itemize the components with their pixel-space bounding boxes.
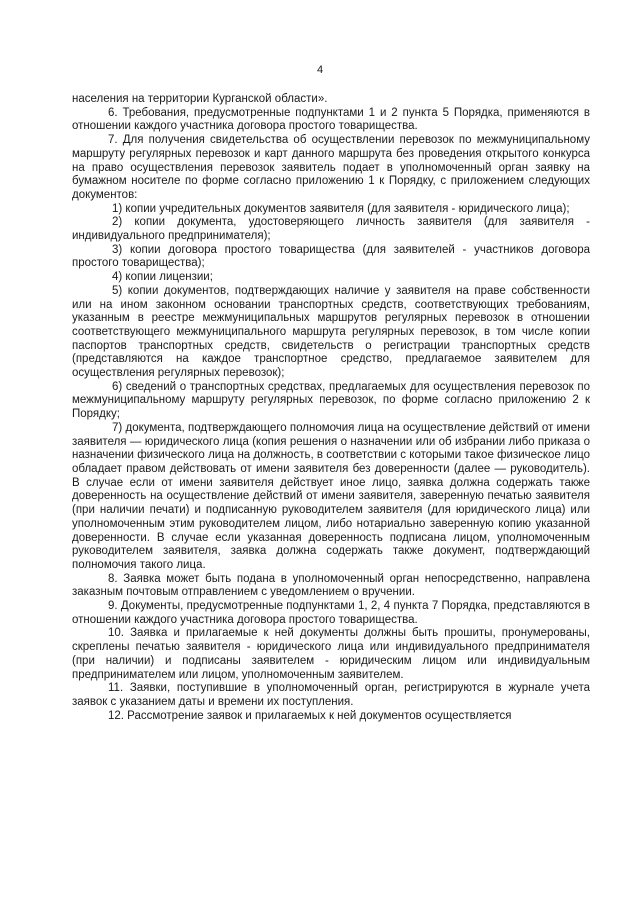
subparagraph-7-6: 6) сведений о транспортных средствах, предлагаемых для осуществления перевозок по межмуниципальному маршруту регулярных перевозок, по форме согласно приложению 2 к Порядку;: [72, 380, 590, 421]
paragraph-8: 8. Заявка может быть подана в уполномоченный орган непосредственно, направлена заказным почтовым отправлением с уведомлением о вручении.: [72, 572, 590, 599]
paragraph-6: 6. Требования, предусмотренные подпунктами 1 и 2 пункта 5 Порядка, применяются в отношении каждого участника договора простого товарищества.: [72, 106, 590, 133]
subparagraph-7-5: 5) копии документов, подтверждающих наличие у заявителя на праве собственности или на ином законном основании транспортных средств, соответствующих требованиям, указанным в реестре межмуниципальных маршрутов регулярных перевозок в отношении соответствующего межмуниципального маршрута регулярных перевозок, в том числе копии паспортов транспортных средств, свидетельств о регистрации транспортных средств (представляются на каждое транспортное средство, предлагаемое заявителем для осуществления регулярных перевозок);: [72, 284, 590, 380]
subparagraph-7-4: 4) копии лицензии;: [112, 271, 213, 284]
subparagraph-7-3: 3) копии договора простого товарищества (для заявителей - участников договора простого товарищества);: [72, 243, 590, 270]
subparagraph-7-7: 7) документа, подтверждающего полномочия лица на осуществление действий от имени заявителя — юридического лица (копия решения о назначении или об избрании либо приказа о назначении физического лица на должность, в соответствии с которыми такое физическое лицо обладает правом действовать от имени заявителя без доверенности (далее — руководитель). В случае если от имени заявителя действует иное лицо, заявка должна содержать также доверенность на осуществление действий от имени заявителя, заверенную печатью заявителя (при наличии печати) и подписанную руководителем заявителя (для юридического лица) или уполномоченным этим руководителем лицом, либо нотариально заверенную копию указанной доверенности. В случае если указанная доверенность подписана лицом, уполномоченным руководителем заявителя, заявка должна содержать также документ, подтверждающий полномочия такого лица.: [72, 421, 590, 571]
document-body: [72, 93, 590, 723]
paragraph-7: 7. Для получения свидетельства об осуществлении перевозок по межмуниципальному маршруту регулярных перевозок и карт данного маршрута без проведения открытого конкурса на право осуществления перевозок заявитель подает в уполномоченный орган заявку на бумажном носителе по форме согласно приложению 1 к Порядку, с приложением следующих документов:: [72, 134, 590, 201]
paragraph-11: 11. Заявки, поступившие в уполномоченный орган, регистрируются в журнале учета заявок с указанием даты и времени их поступления.: [72, 682, 590, 708]
paragraph-9: 9. Документы, предусмотренные подпунктами 1, 2, 4 пункта 7 Порядка, представляются в отношении каждого участника договора простого товарищества.: [72, 600, 590, 626]
subparagraph-7-2: 2) копии документа, удостоверяющего личность заявителя (для заявителя - индивидуального предпринимателя);: [72, 216, 590, 243]
page-number: 4: [316, 64, 324, 76]
paragraph-10: 10. Заявка и прилагаемые к ней документы должны быть прошиты, пронумерованы, скреплены печатью заявителя - юридического лица или индивидуального предпринимателя (при наличии) и подписаны заявителем - юридическим лицом или индивидуальным предпринимателем или лицом, уполномоченным заявителем.: [72, 627, 590, 681]
paragraph-continuation: населения на территории Курганской области».: [72, 93, 328, 105]
subparagraph-7-1: 1) копии учредительных документов заявителя (для заявителя - юридического лица);: [112, 202, 570, 215]
paragraph-12: 12. Рассмотрение заявок и прилагаемых к ней документов осуществляется: [108, 709, 512, 722]
